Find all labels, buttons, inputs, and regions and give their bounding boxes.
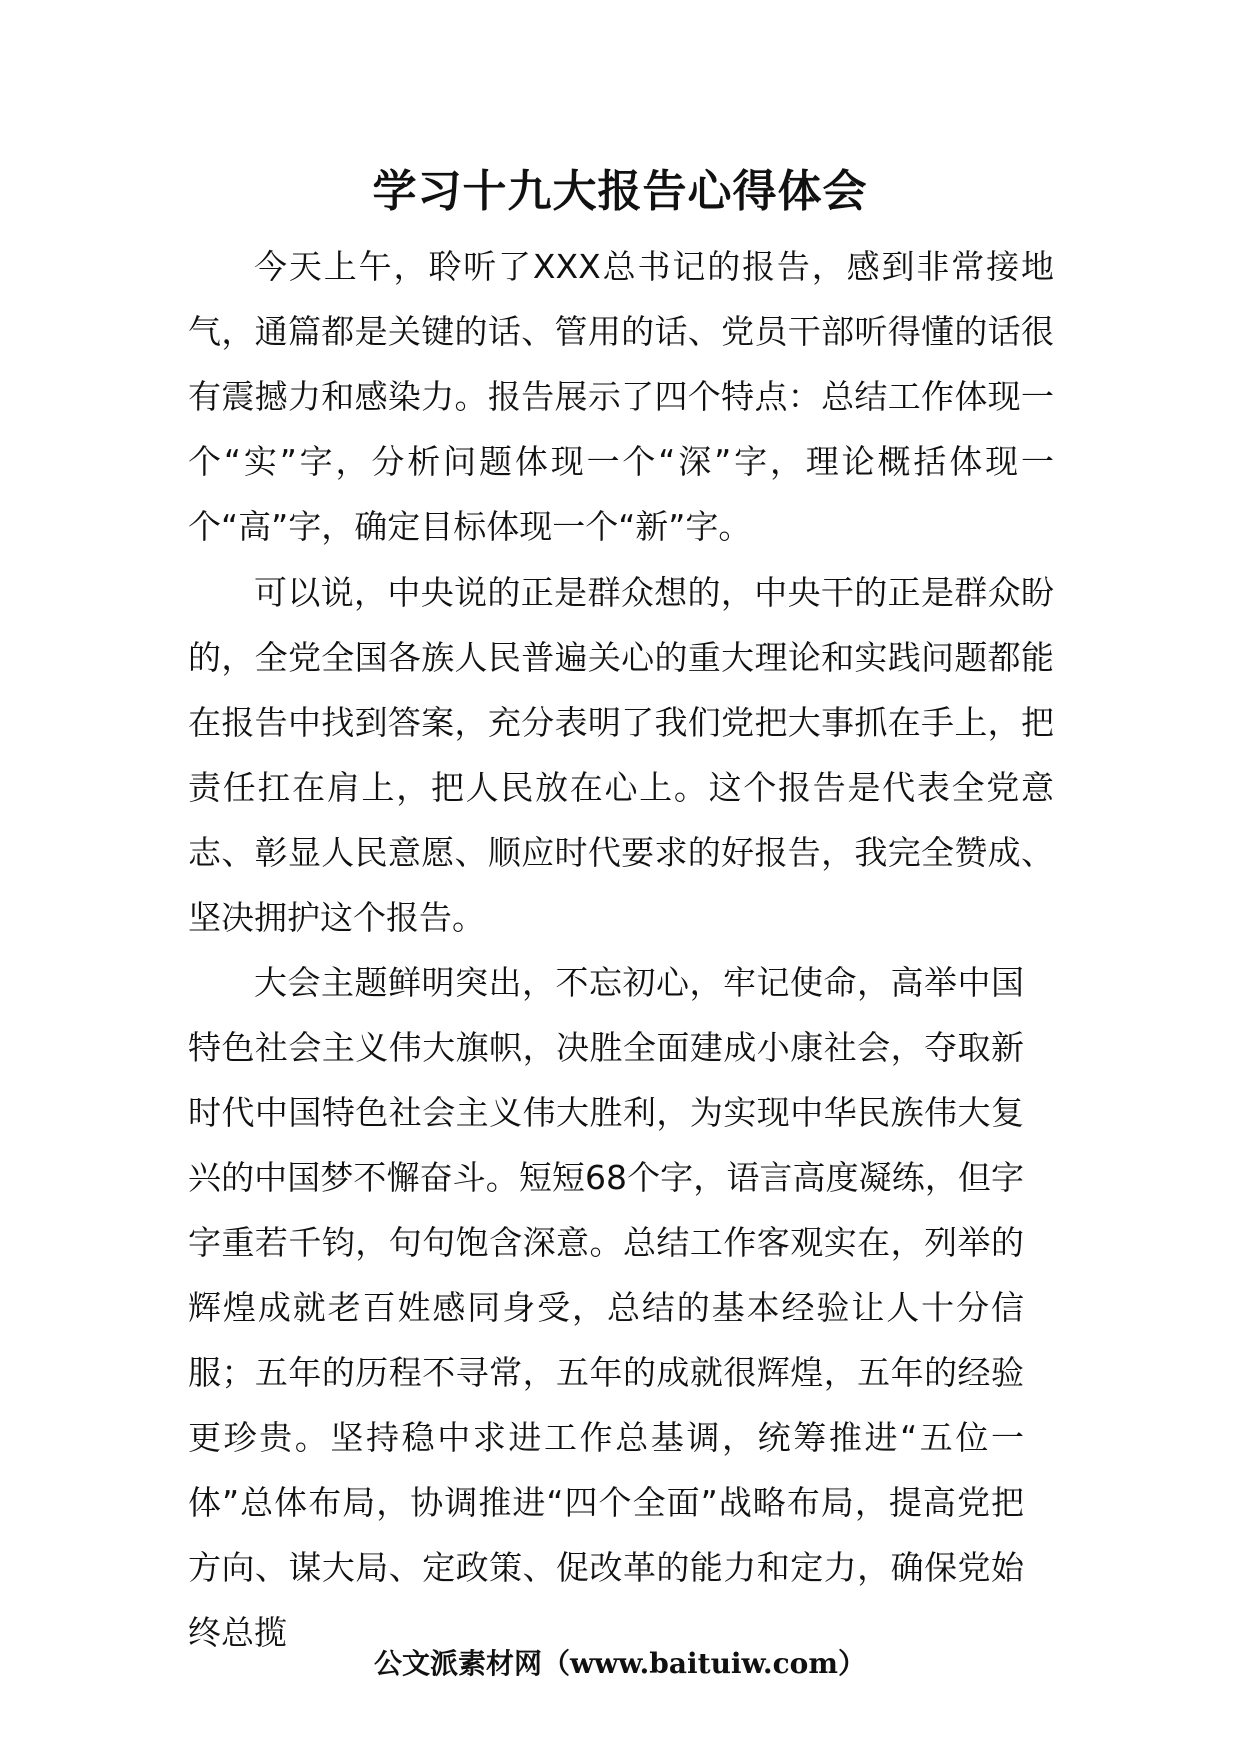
document-title: 学习十九大报告心得体会: [372, 166, 868, 217]
paragraph-3: 大会主题鲜明突出，不忘初心，牢记使命，高举中国特色社会主义伟大旗帜，决胜全面建成小康社会，夺取新时代中国特色社会主义伟大胜利，为实现中华民族伟大复兴的中国梦不懈奋斗。短短68个字，语言高度凝练，但字字重若千钧，句句饱含深意。总结工作客观实在，列举的辉煌成就老百姓感同身受，总结的基本经验让人十分信服；五年的历程不寻常，五年的成就很辉煌，五年的经验更珍贵。坚持稳中求进工作总基调，统筹推进“五位一体”总体布局，协调推进“四个全面”战略布局，提高党把方向、谋大局、定政策、促改革的能力和定力，确保党始终总揽: [188, 963, 1024, 1652]
paragraph-2: 可以说，中央说的正是群众想的，中央干的正是群众盼的，全党全国各族人民普遍关心的重大理论和实践问题都能在报告中找到答案，充分表明了我们党把大事抓在手上，把责任扛在肩上，把人民放在心上。这个报告是代表全党意志、彰显人民意愿、顺应时代要求的好报告，我完全赞成、坚决拥护这个报告。: [188, 573, 1054, 937]
paragraph-1: 今天上午，聆听了XXX总书记的报告，感到非常接地气，通篇都是关键的话、管用的话、党员干部听得懂的话很有震撼力和感染力。报告展示了四个特点：总结工作体现一个“实”字，分析问题体现一个“深”字，理论概括体现一个“高”字，确定目标体现一个“新”字。: [188, 247, 1054, 546]
footer-watermark: 公文派素材网（www.baituiw.com）: [374, 1647, 866, 1680]
